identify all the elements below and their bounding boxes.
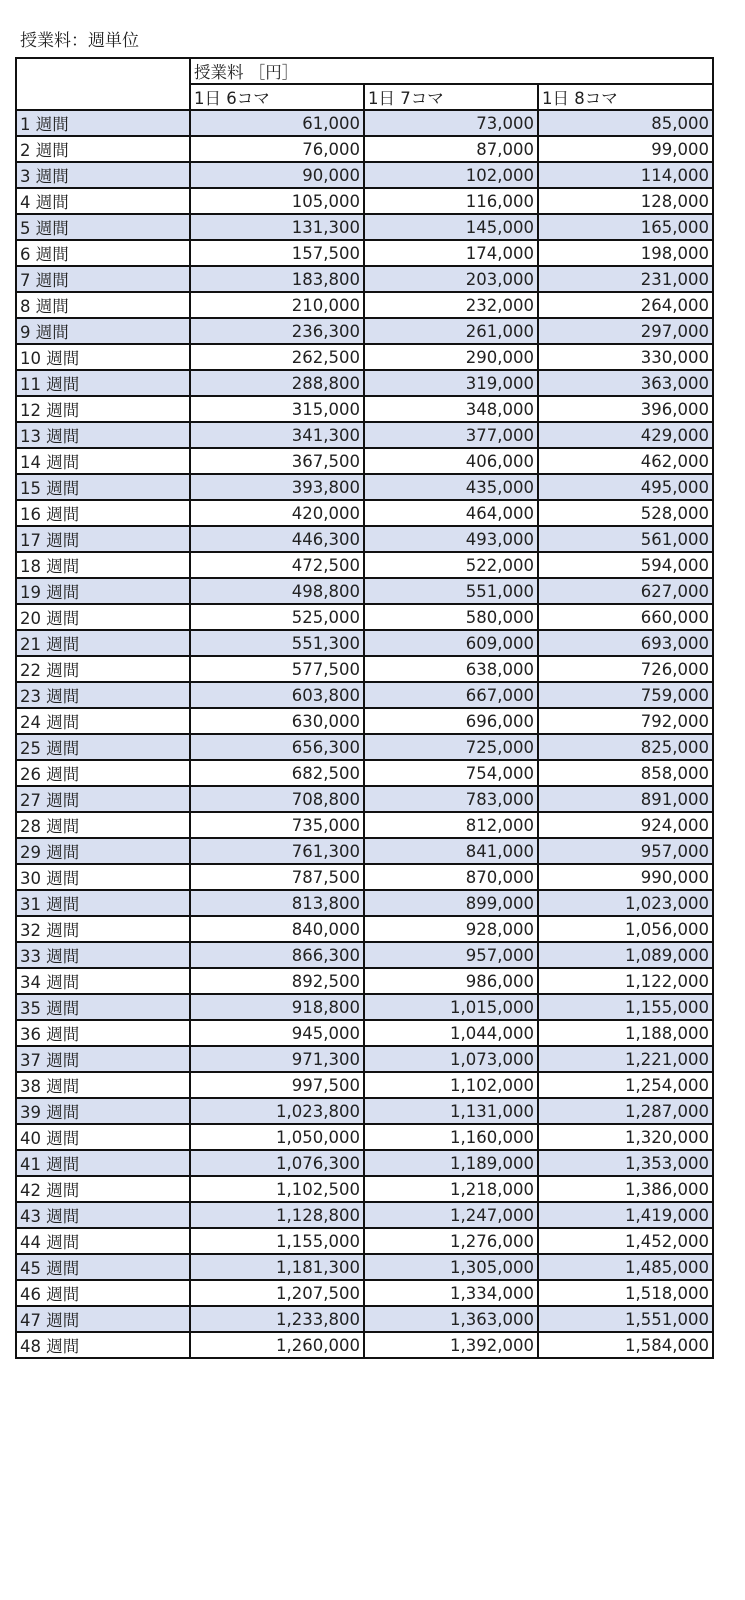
- fee-6koma-cell: 787,500: [190, 864, 364, 890]
- table-row: [16, 890, 713, 916]
- tuition-table: [15, 57, 714, 1359]
- fee-8koma-cell: 1,023,000: [538, 890, 713, 916]
- fee-8koma-cell: 1,221,000: [538, 1046, 713, 1072]
- week-label-cell: 8 週間: [16, 292, 190, 318]
- fee-7koma-cell: 145,000: [364, 214, 538, 240]
- fee-7koma-cell: 1,247,000: [364, 1202, 538, 1228]
- week-label-cell: 43 週間: [16, 1202, 190, 1228]
- fee-8koma-cell: 1,155,000: [538, 994, 713, 1020]
- fee-6koma-cell: 866,300: [190, 942, 364, 968]
- table-row: [16, 786, 713, 812]
- fee-7koma-cell: 232,000: [364, 292, 538, 318]
- fee-7koma-cell: 870,000: [364, 864, 538, 890]
- fee-7koma-cell: 783,000: [364, 786, 538, 812]
- table-row: [16, 136, 713, 162]
- fee-8koma-cell: 528,000: [538, 500, 713, 526]
- fee-7koma-cell: 986,000: [364, 968, 538, 994]
- table-caption: 授業料：週単位: [20, 31, 139, 51]
- fee-7koma-cell: 1,015,000: [364, 994, 538, 1020]
- fee-6koma-cell: 446,300: [190, 526, 364, 552]
- fee-7koma-cell: 1,276,000: [364, 1228, 538, 1254]
- fee-6koma-cell: 76,000: [190, 136, 364, 162]
- week-label-cell: 29 週間: [16, 838, 190, 864]
- fee-6koma-cell: 577,500: [190, 656, 364, 682]
- table-row: [16, 162, 713, 188]
- fee-6koma-cell: 892,500: [190, 968, 364, 994]
- week-label-cell: 7 週間: [16, 266, 190, 292]
- week-label-cell: 17 週間: [16, 526, 190, 552]
- fee-6koma-cell: 918,800: [190, 994, 364, 1020]
- table-row: [16, 266, 713, 292]
- fee-7koma-cell: 73,000: [364, 110, 538, 136]
- table-row: [16, 760, 713, 786]
- fee-8koma-cell: 1,188,000: [538, 1020, 713, 1046]
- week-label-cell: 45 週間: [16, 1254, 190, 1280]
- fee-6koma-cell: 236,300: [190, 318, 364, 344]
- fee-8koma-cell: 792,000: [538, 708, 713, 734]
- week-label-cell: 26 週間: [16, 760, 190, 786]
- table-row: [16, 292, 713, 318]
- fee-8koma-cell: 561,000: [538, 526, 713, 552]
- fee-7koma-cell: 522,000: [364, 552, 538, 578]
- table-row: [16, 344, 713, 370]
- week-label-cell: 19 週間: [16, 578, 190, 604]
- fee-8koma-cell: 165,000: [538, 214, 713, 240]
- week-label-cell: 22 週間: [16, 656, 190, 682]
- fee-8koma-cell: 231,000: [538, 266, 713, 292]
- fee-8koma-cell: 462,000: [538, 448, 713, 474]
- week-label-cell: 47 週間: [16, 1306, 190, 1332]
- fee-7koma-cell: 174,000: [364, 240, 538, 266]
- fee-6koma-cell: 393,800: [190, 474, 364, 500]
- fee-7koma-cell: 899,000: [364, 890, 538, 916]
- fee-7koma-cell: 551,000: [364, 578, 538, 604]
- fee-8koma-cell: 1,353,000: [538, 1150, 713, 1176]
- table-row: [16, 526, 713, 552]
- fee-6koma-cell: 105,000: [190, 188, 364, 214]
- fee-8koma-cell: 114,000: [538, 162, 713, 188]
- week-label-cell: 13 週間: [16, 422, 190, 448]
- week-label-cell: 23 週間: [16, 682, 190, 708]
- fee-8koma-cell: 99,000: [538, 136, 713, 162]
- week-label-cell: 34 週間: [16, 968, 190, 994]
- fee-7koma-cell: 377,000: [364, 422, 538, 448]
- fee-8koma-cell: 1,485,000: [538, 1254, 713, 1280]
- fee-6koma-cell: 1,260,000: [190, 1332, 364, 1358]
- table-row: [16, 318, 713, 344]
- table-row: [16, 1332, 713, 1358]
- fee-8koma-cell: 1,452,000: [538, 1228, 713, 1254]
- table-row: [16, 630, 713, 656]
- header-group-label: 授業料 ［円］: [190, 58, 713, 84]
- fee-8koma-cell: 759,000: [538, 682, 713, 708]
- fee-7koma-cell: 290,000: [364, 344, 538, 370]
- fee-6koma-cell: 1,050,000: [190, 1124, 364, 1150]
- week-label-cell: 21 週間: [16, 630, 190, 656]
- fee-8koma-cell: 1,320,000: [538, 1124, 713, 1150]
- fee-8koma-cell: 693,000: [538, 630, 713, 656]
- fee-6koma-cell: 1,023,800: [190, 1098, 364, 1124]
- table-row: [16, 656, 713, 682]
- table-row: [16, 500, 713, 526]
- week-label-cell: 32 週間: [16, 916, 190, 942]
- fee-7koma-cell: 102,000: [364, 162, 538, 188]
- fee-7koma-cell: 261,000: [364, 318, 538, 344]
- fee-6koma-cell: 682,500: [190, 760, 364, 786]
- week-label-cell: 10 週間: [16, 344, 190, 370]
- fee-7koma-cell: 1,189,000: [364, 1150, 538, 1176]
- table-row: [16, 838, 713, 864]
- fee-7koma-cell: 203,000: [364, 266, 538, 292]
- table-body: [16, 110, 713, 1358]
- week-label-cell: 48 週間: [16, 1332, 190, 1358]
- fee-7koma-cell: 348,000: [364, 396, 538, 422]
- table-row: [16, 682, 713, 708]
- fee-8koma-cell: 85,000: [538, 110, 713, 136]
- week-label-cell: 5 週間: [16, 214, 190, 240]
- fee-8koma-cell: 1,056,000: [538, 916, 713, 942]
- fee-6koma-cell: 420,000: [190, 500, 364, 526]
- fee-6koma-cell: 1,128,800: [190, 1202, 364, 1228]
- fee-7koma-cell: 928,000: [364, 916, 538, 942]
- week-label-cell: 15 週間: [16, 474, 190, 500]
- table-row: [16, 864, 713, 890]
- fee-6koma-cell: 840,000: [190, 916, 364, 942]
- fee-8koma-cell: 330,000: [538, 344, 713, 370]
- fee-7koma-cell: 87,000: [364, 136, 538, 162]
- table-row: [16, 994, 713, 1020]
- week-label-cell: 25 週間: [16, 734, 190, 760]
- week-label-cell: 3 週間: [16, 162, 190, 188]
- week-label-cell: 30 週間: [16, 864, 190, 890]
- fee-6koma-cell: 971,300: [190, 1046, 364, 1072]
- table-row: [16, 1254, 713, 1280]
- week-label-cell: 27 週間: [16, 786, 190, 812]
- table-row: [16, 942, 713, 968]
- fee-7koma-cell: 319,000: [364, 370, 538, 396]
- week-label-cell: 40 週間: [16, 1124, 190, 1150]
- fee-8koma-cell: 1,122,000: [538, 968, 713, 994]
- week-label-cell: 18 週間: [16, 552, 190, 578]
- week-label-cell: 31 週間: [16, 890, 190, 916]
- header-corner-cell: [16, 58, 190, 110]
- table-row: [16, 214, 713, 240]
- week-label-cell: 9 週間: [16, 318, 190, 344]
- table-row: [16, 1046, 713, 1072]
- table-row: [16, 1228, 713, 1254]
- fee-6koma-cell: 183,800: [190, 266, 364, 292]
- fee-7koma-cell: 841,000: [364, 838, 538, 864]
- fee-8koma-cell: 858,000: [538, 760, 713, 786]
- week-label-cell: 38 週間: [16, 1072, 190, 1098]
- fee-6koma-cell: 656,300: [190, 734, 364, 760]
- table-row: [16, 812, 713, 838]
- fee-7koma-cell: 696,000: [364, 708, 538, 734]
- fee-6koma-cell: 735,000: [190, 812, 364, 838]
- fee-8koma-cell: 396,000: [538, 396, 713, 422]
- fee-7koma-cell: 1,334,000: [364, 1280, 538, 1306]
- fee-7koma-cell: 1,131,000: [364, 1098, 538, 1124]
- fee-8koma-cell: 627,000: [538, 578, 713, 604]
- fee-7koma-cell: 406,000: [364, 448, 538, 474]
- fee-7koma-cell: 1,160,000: [364, 1124, 538, 1150]
- table-row: [16, 110, 713, 136]
- table-row: [16, 1202, 713, 1228]
- table-row: [16, 474, 713, 500]
- table-row: [16, 1072, 713, 1098]
- fee-6koma-cell: 945,000: [190, 1020, 364, 1046]
- fee-8koma-cell: 660,000: [538, 604, 713, 630]
- table-row: [16, 1306, 713, 1332]
- week-label-cell: 16 週間: [16, 500, 190, 526]
- fee-6koma-cell: 341,300: [190, 422, 364, 448]
- week-label-cell: 12 週間: [16, 396, 190, 422]
- fee-6koma-cell: 1,076,300: [190, 1150, 364, 1176]
- fee-7koma-cell: 1,305,000: [364, 1254, 538, 1280]
- fee-7koma-cell: 493,000: [364, 526, 538, 552]
- table-row: [16, 1280, 713, 1306]
- table-row: [16, 1150, 713, 1176]
- header-row-group: [16, 58, 713, 84]
- fee-6koma-cell: 551,300: [190, 630, 364, 656]
- week-label-cell: 36 週間: [16, 1020, 190, 1046]
- fee-6koma-cell: 1,102,500: [190, 1176, 364, 1202]
- fee-7koma-cell: 754,000: [364, 760, 538, 786]
- fee-8koma-cell: 1,584,000: [538, 1332, 713, 1358]
- fee-7koma-cell: 667,000: [364, 682, 538, 708]
- table-header: [16, 58, 713, 110]
- fee-8koma-cell: 594,000: [538, 552, 713, 578]
- table-row: [16, 370, 713, 396]
- fee-8koma-cell: 891,000: [538, 786, 713, 812]
- week-label-cell: 2 週間: [16, 136, 190, 162]
- fee-8koma-cell: 429,000: [538, 422, 713, 448]
- fee-7koma-cell: 725,000: [364, 734, 538, 760]
- column-header-6koma: 1日 6コマ: [190, 84, 364, 110]
- fee-6koma-cell: 603,800: [190, 682, 364, 708]
- table-row: [16, 1098, 713, 1124]
- fee-8koma-cell: 726,000: [538, 656, 713, 682]
- fee-6koma-cell: 761,300: [190, 838, 364, 864]
- table-row: [16, 396, 713, 422]
- week-label-cell: 44 週間: [16, 1228, 190, 1254]
- week-label-cell: 1 週間: [16, 110, 190, 136]
- fee-8koma-cell: 957,000: [538, 838, 713, 864]
- fee-6koma-cell: 1,181,300: [190, 1254, 364, 1280]
- table-row: [16, 240, 713, 266]
- fee-6koma-cell: 813,800: [190, 890, 364, 916]
- fee-7koma-cell: 1,073,000: [364, 1046, 538, 1072]
- fee-6koma-cell: 498,800: [190, 578, 364, 604]
- fee-8koma-cell: 128,000: [538, 188, 713, 214]
- column-header-8koma: 1日 8コマ: [538, 84, 713, 110]
- fee-7koma-cell: 812,000: [364, 812, 538, 838]
- table-row: [16, 422, 713, 448]
- table-row: [16, 1020, 713, 1046]
- week-label-cell: 37 週間: [16, 1046, 190, 1072]
- table-row: [16, 1176, 713, 1202]
- fee-8koma-cell: 495,000: [538, 474, 713, 500]
- table-row: [16, 968, 713, 994]
- fee-6koma-cell: 210,000: [190, 292, 364, 318]
- fee-6koma-cell: 315,000: [190, 396, 364, 422]
- column-header-7koma: 1日 7コマ: [364, 84, 538, 110]
- fee-8koma-cell: 1,551,000: [538, 1306, 713, 1332]
- week-label-cell: 20 週間: [16, 604, 190, 630]
- fee-8koma-cell: 198,000: [538, 240, 713, 266]
- fee-6koma-cell: 630,000: [190, 708, 364, 734]
- table-row: [16, 916, 713, 942]
- fee-6koma-cell: 131,300: [190, 214, 364, 240]
- fee-6koma-cell: 157,500: [190, 240, 364, 266]
- table-row: [16, 448, 713, 474]
- fee-7koma-cell: 609,000: [364, 630, 538, 656]
- fee-8koma-cell: 924,000: [538, 812, 713, 838]
- table-row: [16, 578, 713, 604]
- fee-8koma-cell: 1,419,000: [538, 1202, 713, 1228]
- fee-6koma-cell: 708,800: [190, 786, 364, 812]
- week-label-cell: 14 週間: [16, 448, 190, 474]
- fee-7koma-cell: 580,000: [364, 604, 538, 630]
- table-row: [16, 552, 713, 578]
- fee-8koma-cell: 264,000: [538, 292, 713, 318]
- week-label-cell: 24 週間: [16, 708, 190, 734]
- fee-8koma-cell: 1,089,000: [538, 942, 713, 968]
- fee-6koma-cell: 61,000: [190, 110, 364, 136]
- fee-7koma-cell: 1,218,000: [364, 1176, 538, 1202]
- table-row: [16, 188, 713, 214]
- fee-6koma-cell: 288,800: [190, 370, 364, 396]
- week-label-cell: 35 週間: [16, 994, 190, 1020]
- fee-8koma-cell: 1,386,000: [538, 1176, 713, 1202]
- fee-8koma-cell: 990,000: [538, 864, 713, 890]
- week-label-cell: 4 週間: [16, 188, 190, 214]
- table-row: [16, 604, 713, 630]
- fee-6koma-cell: 997,500: [190, 1072, 364, 1098]
- fee-6koma-cell: 1,233,800: [190, 1306, 364, 1332]
- fee-7koma-cell: 435,000: [364, 474, 538, 500]
- fee-7koma-cell: 1,363,000: [364, 1306, 538, 1332]
- fee-8koma-cell: 1,518,000: [538, 1280, 713, 1306]
- week-label-cell: 46 週間: [16, 1280, 190, 1306]
- fee-7koma-cell: 464,000: [364, 500, 538, 526]
- table-row: [16, 734, 713, 760]
- fee-8koma-cell: 297,000: [538, 318, 713, 344]
- week-label-cell: 6 週間: [16, 240, 190, 266]
- fee-7koma-cell: 1,392,000: [364, 1332, 538, 1358]
- fee-6koma-cell: 90,000: [190, 162, 364, 188]
- table-row: [16, 708, 713, 734]
- fee-6koma-cell: 367,500: [190, 448, 364, 474]
- fee-8koma-cell: 1,287,000: [538, 1098, 713, 1124]
- week-label-cell: 42 週間: [16, 1176, 190, 1202]
- fee-6koma-cell: 472,500: [190, 552, 364, 578]
- fee-6koma-cell: 525,000: [190, 604, 364, 630]
- fee-7koma-cell: 1,102,000: [364, 1072, 538, 1098]
- fee-8koma-cell: 363,000: [538, 370, 713, 396]
- table-row: [16, 1124, 713, 1150]
- fee-6koma-cell: 1,155,000: [190, 1228, 364, 1254]
- week-label-cell: 11 週間: [16, 370, 190, 396]
- week-label-cell: 39 週間: [16, 1098, 190, 1124]
- week-label-cell: 41 週間: [16, 1150, 190, 1176]
- week-label-cell: 33 週間: [16, 942, 190, 968]
- fee-6koma-cell: 262,500: [190, 344, 364, 370]
- fee-8koma-cell: 1,254,000: [538, 1072, 713, 1098]
- fee-7koma-cell: 116,000: [364, 188, 538, 214]
- fee-8koma-cell: 825,000: [538, 734, 713, 760]
- week-label-cell: 28 週間: [16, 812, 190, 838]
- fee-7koma-cell: 638,000: [364, 656, 538, 682]
- fee-7koma-cell: 1,044,000: [364, 1020, 538, 1046]
- fee-6koma-cell: 1,207,500: [190, 1280, 364, 1306]
- fee-7koma-cell: 957,000: [364, 942, 538, 968]
